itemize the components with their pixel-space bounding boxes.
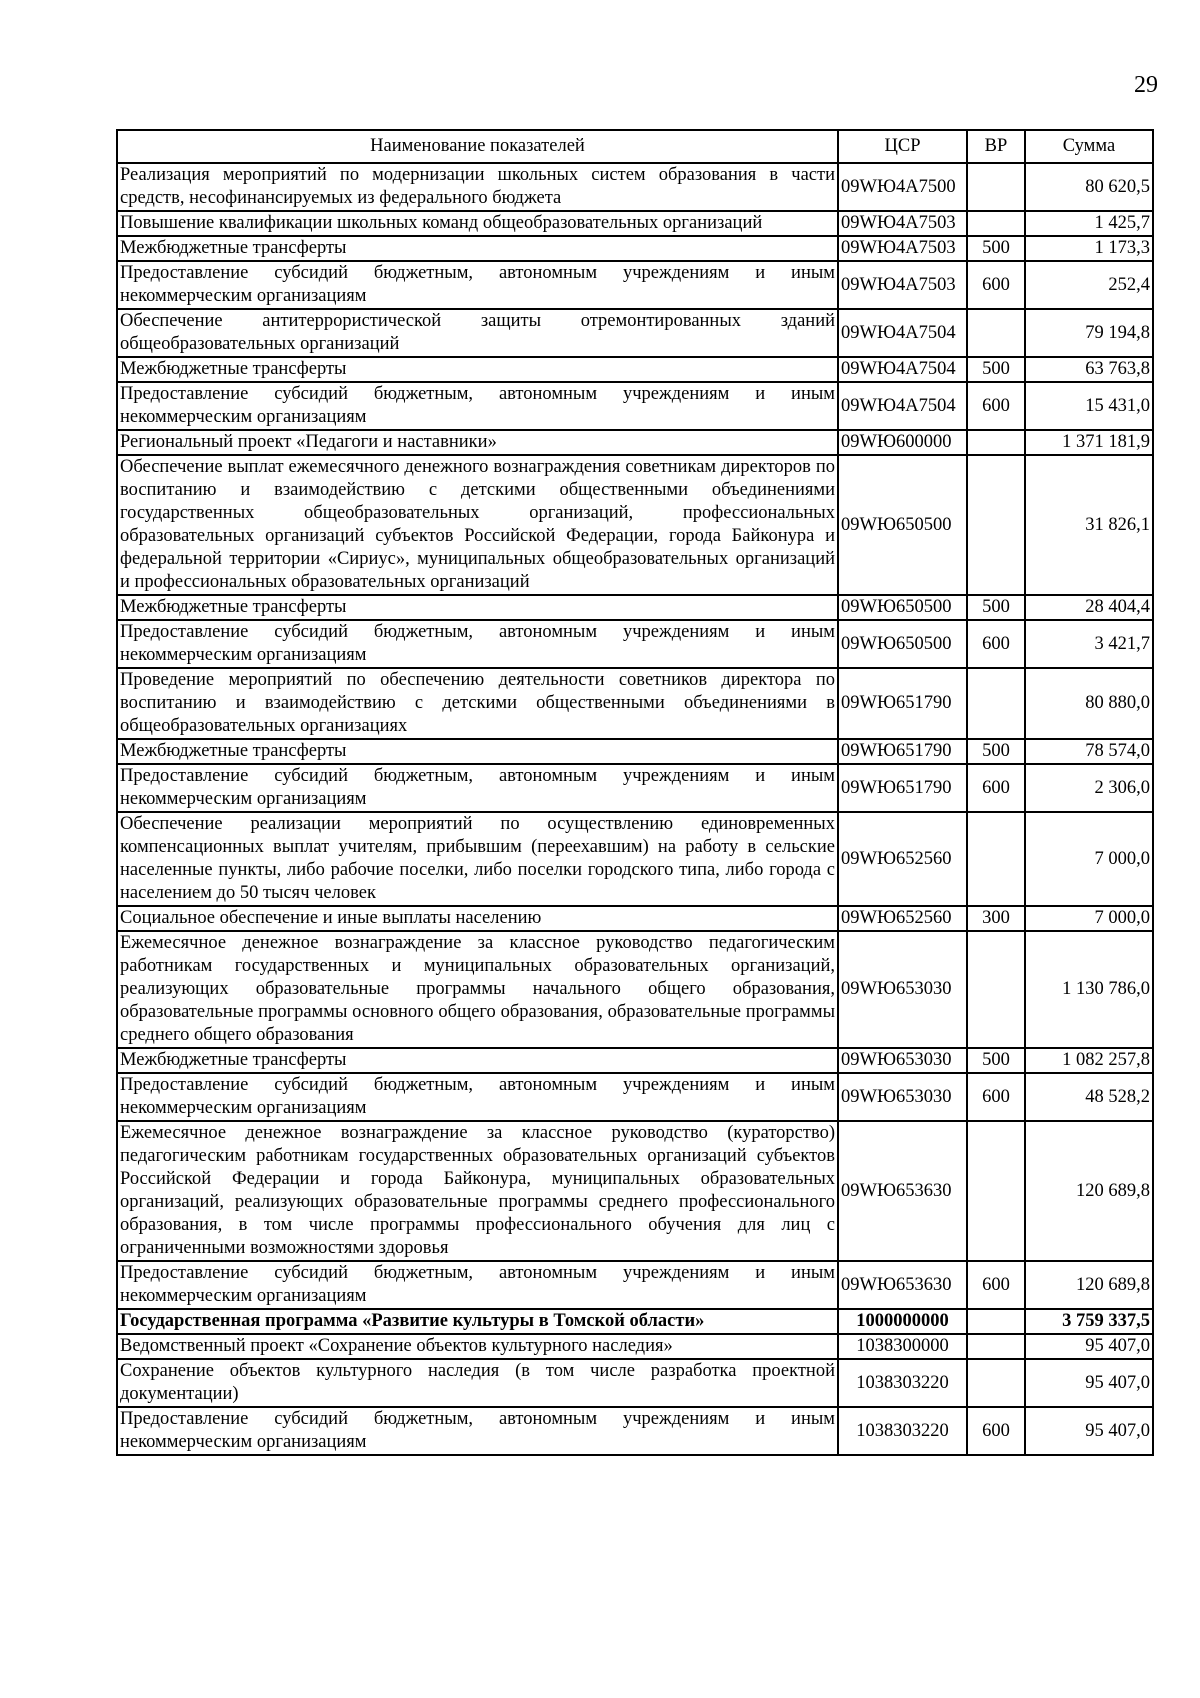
table-header-row (117, 130, 1153, 163)
row-vr: 500 (967, 236, 1025, 261)
row-code: 09WЮ653030 (838, 931, 967, 1048)
header-vr: ВР (967, 130, 1025, 163)
row-vr: 500 (967, 595, 1025, 620)
row-vr: 600 (967, 764, 1025, 812)
row-name: Региональный проект «Педагоги и наставники» (117, 430, 838, 455)
row-name: Обеспечение антитеррористической защиты отремонтированных зданий общеобразовательных организаций (117, 309, 838, 357)
row-sum: 120 689,8 (1025, 1261, 1153, 1309)
table-row (117, 357, 1153, 382)
row-code: 1038303220 (838, 1407, 967, 1455)
row-sum: 2 306,0 (1025, 764, 1153, 812)
row-code: 09WЮ600000 (838, 430, 967, 455)
table-row (117, 668, 1153, 739)
table-row (117, 739, 1153, 764)
row-name: Предоставление субсидий бюджетным, автономным учреждениям и иным некоммерческим организациям (117, 1407, 838, 1455)
row-name: Ежемесячное денежное вознаграждение за классное руководство (кураторство) педагогическим работникам государственных образовательных организаций субъектов Российской Федерации и города Байконура, муниципальных образовательных организаций, реализующих образовательные программы среднего профессионального образования, в том числе программы профессионального обучения для лиц с ограниченными возможностями здоровья (117, 1121, 838, 1261)
row-name: Сохранение объектов культурного наследия (в том числе разработка проектной документации) (117, 1359, 838, 1407)
row-code: 1038303220 (838, 1359, 967, 1407)
row-code: 09WЮ4А7503 (838, 211, 967, 236)
row-code: 09WЮ4А7504 (838, 382, 967, 430)
row-sum: 15 431,0 (1025, 382, 1153, 430)
row-code: 09WЮ4А7503 (838, 236, 967, 261)
row-vr: 300 (967, 906, 1025, 931)
row-code: 09WЮ4А7503 (838, 261, 967, 309)
page-number: 29 (1134, 72, 1158, 98)
table-row (117, 1359, 1153, 1407)
row-sum: 48 528,2 (1025, 1073, 1153, 1121)
row-code: 09WЮ653630 (838, 1121, 967, 1261)
row-name: Межбюджетные трансферты (117, 1048, 838, 1073)
row-name: Межбюджетные трансферты (117, 236, 838, 261)
row-vr (967, 931, 1025, 1048)
row-vr (967, 812, 1025, 906)
row-code: 1038300000 (838, 1334, 967, 1359)
row-name: Предоставление субсидий бюджетным, автономным учреждениям и иным некоммерческим организациям (117, 382, 838, 430)
row-vr (967, 163, 1025, 211)
row-vr (967, 1334, 1025, 1359)
row-code: 1000000000 (838, 1309, 967, 1334)
row-vr: 600 (967, 1261, 1025, 1309)
table-row (117, 906, 1153, 931)
row-code: 09WЮ651790 (838, 739, 967, 764)
header-sum: Сумма (1025, 130, 1153, 163)
row-vr (967, 455, 1025, 595)
row-sum: 252,4 (1025, 261, 1153, 309)
row-name: Повышение квалификации школьных команд общеобразовательных организаций (117, 211, 838, 236)
row-vr (967, 1309, 1025, 1334)
table-row (117, 1073, 1153, 1121)
table-row (117, 261, 1153, 309)
table-row (117, 1048, 1153, 1073)
row-sum: 3 421,7 (1025, 620, 1153, 668)
table-row (117, 211, 1153, 236)
table-row (117, 764, 1153, 812)
row-code: 09WЮ653030 (838, 1048, 967, 1073)
table-row (117, 236, 1153, 261)
row-sum: 1 371 181,9 (1025, 430, 1153, 455)
row-sum: 80 880,0 (1025, 668, 1153, 739)
row-code: 09WЮ651790 (838, 764, 967, 812)
row-code: 09WЮ650500 (838, 620, 967, 668)
row-name: Ежемесячное денежное вознаграждение за классное руководство педагогическим работникам государственных и муниципальных образовательных организаций, реализующих образовательные программы начального общего образования, образовательные программы основного общего образования, образовательные программы среднего общего образования (117, 931, 838, 1048)
row-sum: 80 620,5 (1025, 163, 1153, 211)
row-vr: 500 (967, 357, 1025, 382)
row-sum: 1 082 257,8 (1025, 1048, 1153, 1073)
row-sum: 31 826,1 (1025, 455, 1153, 595)
row-vr (967, 211, 1025, 236)
row-sum: 95 407,0 (1025, 1359, 1153, 1407)
row-vr (967, 309, 1025, 357)
row-name: Предоставление субсидий бюджетным, автономным учреждениям и иным некоммерческим организациям (117, 261, 838, 309)
table-row (117, 1121, 1153, 1261)
table-row (117, 382, 1153, 430)
row-name: Предоставление субсидий бюджетным, автономным учреждениям и иным некоммерческим организациям (117, 764, 838, 812)
row-name: Социальное обеспечение и иные выплаты населению (117, 906, 838, 931)
table-row (117, 163, 1153, 211)
row-name: Ведомственный проект «Сохранение объектов культурного наследия» (117, 1334, 838, 1359)
row-code: 09WЮ653630 (838, 1261, 967, 1309)
table-row (117, 430, 1153, 455)
table-row-program-heading (117, 1309, 1153, 1334)
header-name: Наименование показателей (117, 130, 838, 163)
table-body (117, 163, 1153, 1455)
table-row (117, 595, 1153, 620)
row-sum: 1 425,7 (1025, 211, 1153, 236)
row-sum: 7 000,0 (1025, 906, 1153, 931)
row-vr: 600 (967, 382, 1025, 430)
table-row (117, 1407, 1153, 1455)
row-sum: 1 130 786,0 (1025, 931, 1153, 1048)
header-code: ЦСР (838, 130, 967, 163)
row-vr (967, 1359, 1025, 1407)
row-name: Предоставление субсидий бюджетным, автономным учреждениям и иным некоммерческим организациям (117, 1073, 838, 1121)
row-vr (967, 1121, 1025, 1261)
row-name: Межбюджетные трансферты (117, 595, 838, 620)
table-row (117, 455, 1153, 595)
table-row (117, 812, 1153, 906)
row-code: 09WЮ652560 (838, 812, 967, 906)
row-name: Обеспечение реализации мероприятий по осуществлению единовременных компенсационных выплат учителям, прибывшим (переехавшим) на работу в сельские населенные пункты, либо рабочие поселки, либо поселки городского типа, либо города с населением до 50 тысяч человек (117, 812, 838, 906)
row-name: Проведение мероприятий по обеспечению деятельности советников директора по воспитанию и взаимодействию с детскими общественными объединениями в общеобразовательных организациях (117, 668, 838, 739)
row-code: 09WЮ653030 (838, 1073, 967, 1121)
table-row (117, 931, 1153, 1048)
row-vr: 600 (967, 620, 1025, 668)
row-sum: 63 763,8 (1025, 357, 1153, 382)
row-name: Государственная программа «Развитие культуры в Томской области» (117, 1309, 838, 1334)
row-name: Межбюджетные трансферты (117, 739, 838, 764)
table-row (117, 1334, 1153, 1359)
row-code: 09WЮ652560 (838, 906, 967, 931)
row-name: Реализация мероприятий по модернизации школьных систем образования в части средств, несофинансируемых из федерального бюджета (117, 163, 838, 211)
row-vr: 600 (967, 1407, 1025, 1455)
row-name: Предоставление субсидий бюджетным, автономным учреждениям и иным некоммерческим организациям (117, 1261, 838, 1309)
table-row (117, 620, 1153, 668)
row-code: 09WЮ4А7500 (838, 163, 967, 211)
row-sum: 3 759 337,5 (1025, 1309, 1153, 1334)
row-sum: 95 407,0 (1025, 1407, 1153, 1455)
row-vr: 500 (967, 1048, 1025, 1073)
row-sum: 120 689,8 (1025, 1121, 1153, 1261)
row-code: 09WЮ4А7504 (838, 309, 967, 357)
row-code: 09WЮ4А7504 (838, 357, 967, 382)
row-sum: 7 000,0 (1025, 812, 1153, 906)
row-vr: 600 (967, 1073, 1025, 1121)
table-row (117, 309, 1153, 357)
row-sum: 28 404,4 (1025, 595, 1153, 620)
row-sum: 1 173,3 (1025, 236, 1153, 261)
row-sum: 79 194,8 (1025, 309, 1153, 357)
row-code: 09WЮ651790 (838, 668, 967, 739)
row-code: 09WЮ650500 (838, 595, 967, 620)
budget-table (116, 129, 1154, 1456)
row-vr: 500 (967, 739, 1025, 764)
row-code: 09WЮ650500 (838, 455, 967, 595)
row-sum: 95 407,0 (1025, 1334, 1153, 1359)
row-vr (967, 430, 1025, 455)
row-name: Межбюджетные трансферты (117, 357, 838, 382)
row-vr: 600 (967, 261, 1025, 309)
row-name: Обеспечение выплат ежемесячного денежного вознаграждения советникам директоров по воспитанию и взаимодействию с детскими общественными объединениями государственных общеобразовательных организаций, профессиональных образовательных организаций субъектов Российской Федерации, города Байконура и федеральной территории «Сириус», муниципальных общеобразовательных организаций и профессиональных образовательных организаций (117, 455, 838, 595)
row-vr (967, 668, 1025, 739)
row-sum: 78 574,0 (1025, 739, 1153, 764)
row-name: Предоставление субсидий бюджетным, автономным учреждениям и иным некоммерческим организациям (117, 620, 838, 668)
table-row (117, 1261, 1153, 1309)
